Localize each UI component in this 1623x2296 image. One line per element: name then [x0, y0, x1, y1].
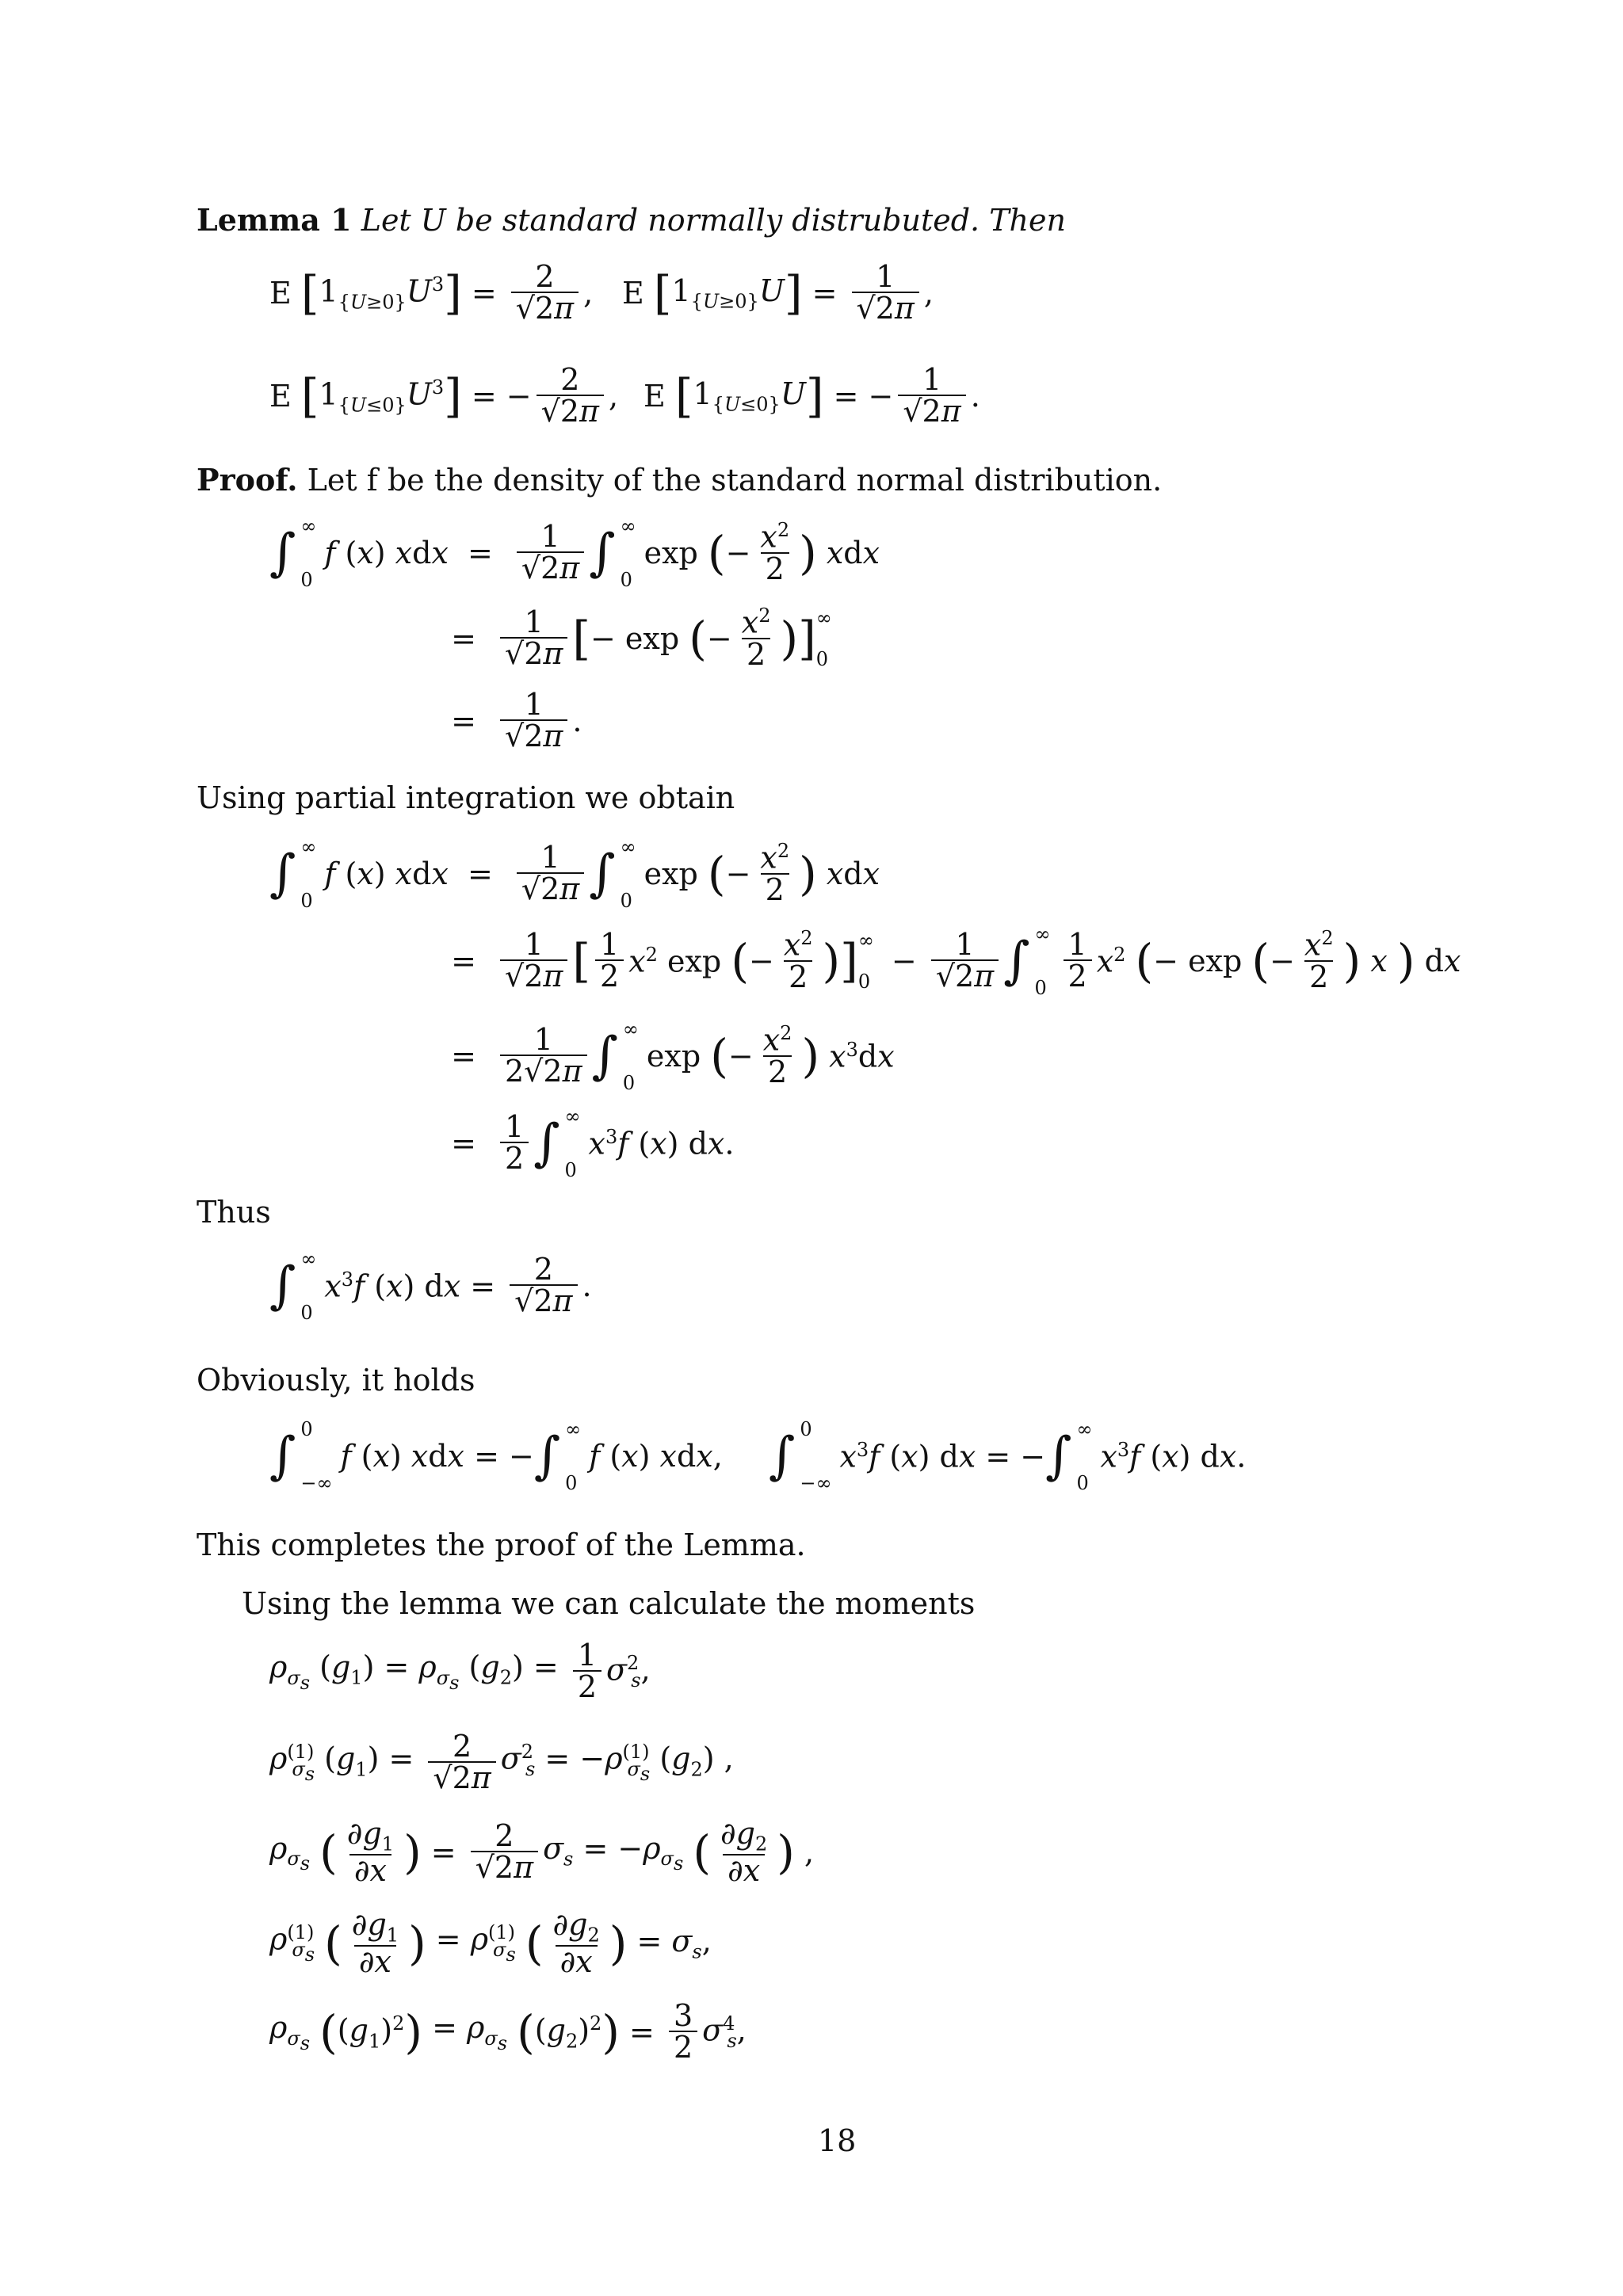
thus-equation: ∫ ∞ 0 $x^3f$ (x) dx = $\frac{2}{√2\pi}$ .	[269, 1248, 592, 1324]
proof-line	[197, 462, 1162, 499]
integral-block-2-line-4: = $\frac{1}{2}$ ∫ ∞ 0 $x^3f$ (x) dx.	[451, 1105, 735, 1181]
lemma-line	[197, 202, 1066, 239]
symmetry-eq-1: ∫ 0 −∞ f (x) xdx = − ∫ ∞ 0 f (x) xdx,	[269, 1418, 723, 1494]
moment-eq-5: $\rho_{\sigma_s}$ ( $(g_1)^2$ ) = $\rho_{\sigma_s}$ ( $(g_2)^2$ ) = $\frac{3}{2}$ $\sigma^4_s$,	[269, 1998, 747, 2065]
integral-block-1-line-3: = $\frac{1}{√2\pi}$ .	[451, 687, 582, 753]
completes-text: This completes the proof of the Lemma.	[197, 1527, 806, 1562]
proof-intro: Let f be the density of the standard normal distribution.	[307, 463, 1163, 498]
partial-integration-text: Using partial integration we obtain	[197, 780, 735, 815]
lemma-eq-3: E [ $1_{\{U\le 0\}}U^3$ ] = − $\frac{2}{√2\pi}$ ,	[269, 362, 619, 429]
integral-block-2-line-1: ∫ ∞ 0 f (x) xdx = $\frac{1}{√2\pi}$ ∫ ∞ 0 exp ( − $\frac{x^2}{2}$ ) xdx	[269, 836, 880, 912]
integral-block-2-line-2: = $\frac{1}{√2\pi}$ [ $\frac{1}{2}$ $x^2$ exp ( − $\frac{x^2}{2}$ ) ] ∞ 0 − $\frac{1}{√2\pi}$ ∫ ∞ 0 $\frac{1}{2}$ $x^2$ ( − exp ( − $\frac{x^2}{2}$ ) x ) dx	[451, 923, 1461, 999]
symmetry-eq-2: ∫ 0 −∞ $x^3f$ (x) dx = − ∫ ∞ 0 $x^3f$ (x) dx.	[769, 1418, 1247, 1494]
lemma-eq-1: E [ $1_{\{U\ge 0\}}U^3$ ] = $\frac{2}{√2\pi}$ ,	[269, 259, 594, 326]
moment-eq-3: $\rho_{\sigma_s}$ ( $\frac{\partial g_1}{\partial x}$ ) = $\frac{2}{√2\pi}$ $\sigma_s = -\rho_{\sigma_s}$ ( $\frac{\partial g_2}{\partial x}$ ) ,	[269, 1816, 815, 1888]
integral-block-1-line-2: = $\frac{1}{√2\pi}$ [ − exp ( − $\frac{x^2}{2}$ ) ] ∞ 0	[451, 604, 832, 672]
moment-eq-1: $\rho_{\sigma_s}$ $(g_1) = \rho_{\sigma_s}$ $(g_2)$ = $\frac{1}{2}$ $\sigma^2_s$,	[269, 1638, 651, 1704]
obviously-text: Obviously, it holds	[197, 1363, 475, 1398]
lemma-eq-4: E [ $1_{\{U\le 0\}}U$ ] = − $\frac{1}{√2\pi}$ .	[643, 362, 980, 429]
lemma-statement: Let U be standard normally distrubuted. Then	[361, 203, 1066, 238]
moment-eq-4: $\rho^{(1)}_{\sigma_s}$ ( $\frac{\partial g_1}{\partial x}$ ) = $\rho^{(1)}_{\sigma_s}$ ( $\frac{\partial g_2}{\partial x}$ ) = $\sigma_s$,	[269, 1907, 712, 1979]
lemma-eq-2: E [ $1_{\{U\ge 0\}}U$ ] = $\frac{1}{√2\pi}$ ,	[622, 259, 934, 326]
integral-block-1-line-1: ∫ ∞ 0 f (x) xdx = $\frac{1}{√2\pi}$ ∫ ∞ 0 exp ( − $\frac{x^2}{2}$ ) xdx	[269, 515, 880, 591]
lemma-label: Lemma 1	[197, 202, 352, 238]
integral-block-2-line-3: = $\frac{1}{2√2\pi}$ ∫ ∞ 0 exp ( − $\frac{x^2}{2}$ ) $x^3dx$	[451, 1018, 895, 1094]
thus-text: Thus	[197, 1195, 271, 1230]
moment-eq-2: $\rho^{(1)}_{\sigma_s}$ $(g_1)$ = $\frac{2}{√2\pi}$ $\sigma^2_s = -\rho^{(1)}_{\sigma_s}$ $(g_2)$ ,	[269, 1729, 734, 1795]
page-number: 18	[818, 2123, 857, 2158]
moments-text: Using the lemma we can calculate the moments	[242, 1586, 976, 1621]
proof-label: Proof.	[197, 462, 298, 498]
